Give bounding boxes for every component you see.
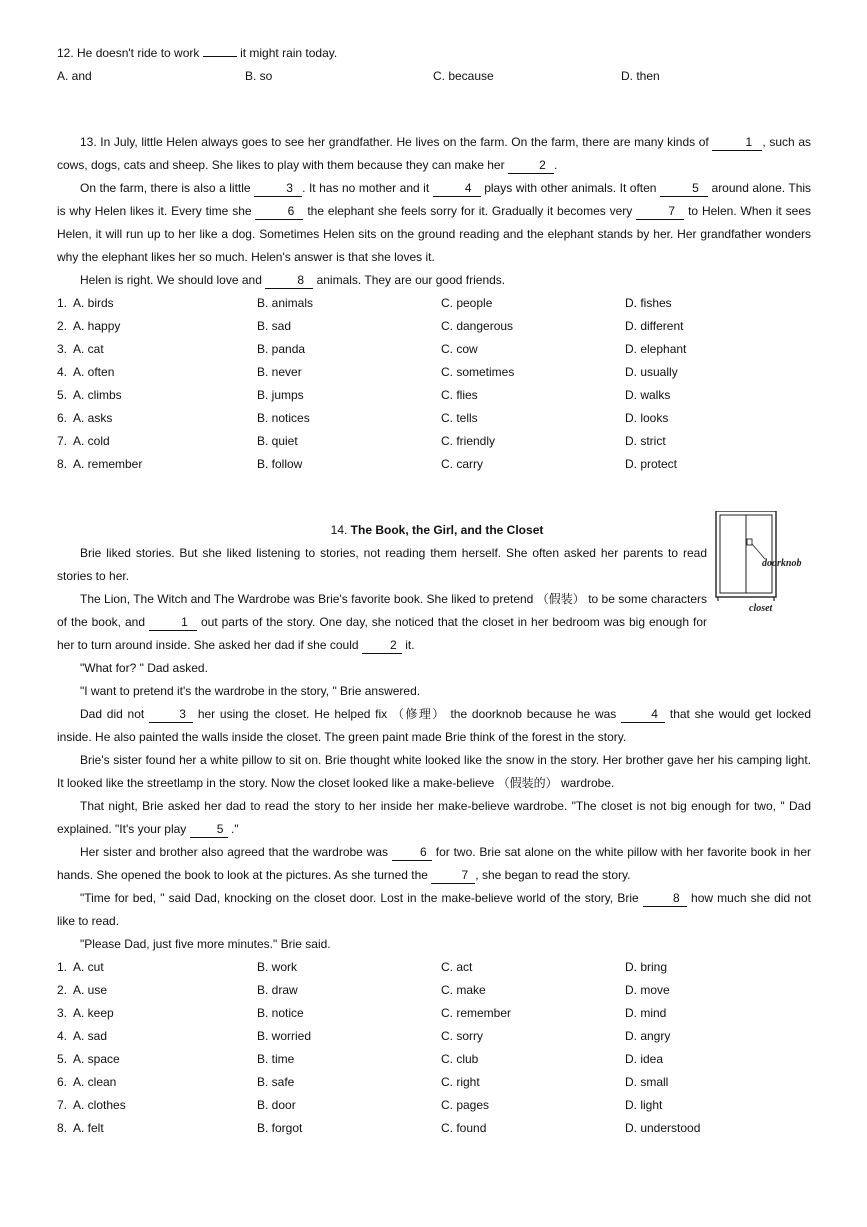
doorknob-label: doorknob bbox=[762, 558, 802, 569]
q13-option-text: A. cold bbox=[73, 434, 110, 448]
q14-option-c: C. remember bbox=[441, 1006, 512, 1020]
closet-illustration bbox=[713, 511, 813, 611]
q13-option-c: C. tells bbox=[441, 411, 478, 425]
q14-option-number: 2. bbox=[57, 983, 68, 997]
q13-blank-6: 6 bbox=[255, 204, 303, 220]
q13-option-row bbox=[57, 430, 811, 453]
q14-option-text: A. space bbox=[73, 1052, 120, 1066]
q13-paragraph-2: On the farm, there is also a little 3 . It has no mother and it 4 plays with other animals. It often 5 around alone. This is why Helen likes it. Every time she 6 the elephant she feels sorry for it. Gradually it becomes very 7 to Helen. When it sees Helen, it will run up to her like a dog. Sometimes Helen sits on the ground reading and the elephant stands by her. Her grandfather wonders why the elephant likes her so much. Helen's answer is that she loves it. bbox=[57, 181, 812, 264]
q14-section bbox=[57, 519, 811, 1140]
q13-option-c: C. carry bbox=[441, 457, 483, 471]
q13-blank-3: 3 bbox=[254, 181, 302, 197]
q14-option-d: D. move bbox=[625, 983, 670, 997]
q14-blank-3: 3 bbox=[149, 707, 193, 723]
q13-option-d: D. strict bbox=[625, 434, 666, 448]
q14-option-d: D. bring bbox=[625, 960, 668, 974]
q14-blank-1: 1 bbox=[149, 615, 197, 631]
q14-title bbox=[57, 519, 757, 542]
q14-option-a bbox=[57, 1048, 257, 1071]
q14-option-c: C. make bbox=[441, 983, 486, 997]
q13-option-text: A. often bbox=[73, 365, 115, 379]
q14-option-row bbox=[57, 1094, 811, 1117]
q13-option-number: 6. bbox=[57, 411, 68, 425]
q14-option-row bbox=[57, 1002, 811, 1025]
q14-option-c: C. club bbox=[441, 1052, 479, 1066]
q14-paragraph-2: The Lion, The Witch and The Wardrobe was Brie's favorite book. She liked to pretend （假装） to be some characters of the book, and 1 out parts of the story. One day, she noticed that the closet in her bedroom was big enough for her to turn around inside. She asked her dad if she could 2 it. bbox=[57, 592, 708, 652]
q14-option-b: B. notice bbox=[257, 1006, 304, 1020]
q13-option-c: C. flies bbox=[441, 388, 478, 402]
q14-paragraph-7: That night, Brie asked her dad to read the story to her inside her make-believe wardrobe. "The closet is not big enough for two, " Dad explained. "It's your play 5 ." bbox=[57, 799, 811, 836]
q14-option-d: D. mind bbox=[625, 1006, 667, 1020]
q14-option-c: C. act bbox=[441, 960, 473, 974]
q13-option-d: D. elephant bbox=[625, 342, 687, 356]
q12-stem-end: it might rain today. bbox=[240, 46, 338, 60]
q14-blank-5: 5 bbox=[190, 822, 228, 838]
q14-option-c: C. right bbox=[441, 1075, 480, 1089]
q13-paragraph-1: 13. In July, little Helen always goes to see her grandfather. He lives on the farm. On the farm, there are many kinds of 1 , such as cows, dogs, cats and sheep. She likes to play with them because they can make her 2 . bbox=[57, 135, 811, 172]
q13-option-d: D. walks bbox=[625, 388, 671, 402]
q13-option-b: B. jumps bbox=[257, 388, 304, 402]
q13-option-text: A. asks bbox=[73, 411, 113, 425]
q14-option-b: B. door bbox=[257, 1098, 296, 1112]
q13-option-row bbox=[57, 315, 811, 338]
q13-option-number: 7. bbox=[57, 434, 68, 448]
q14-title-text: The Book, the Girl, and the Closet bbox=[350, 523, 544, 537]
q12-blank bbox=[203, 56, 237, 57]
q13-option-c: C. friendly bbox=[441, 434, 496, 448]
q12-option-c: C. because bbox=[433, 69, 494, 83]
q13-option-d: D. looks bbox=[625, 411, 669, 425]
q13-option-number: 1. bbox=[57, 296, 68, 310]
q13-option-text: A. climbs bbox=[73, 388, 122, 402]
q14-option-number: 6. bbox=[57, 1075, 68, 1089]
q14-blank-8: 8 bbox=[643, 891, 687, 907]
q14-option-row bbox=[57, 1048, 811, 1071]
q13-option-row bbox=[57, 361, 811, 384]
q14-option-text: A. clean bbox=[73, 1075, 117, 1089]
q12-option-b: B. so bbox=[245, 69, 273, 83]
q13-option-a bbox=[57, 453, 257, 476]
q13-blank-1: 1 bbox=[712, 135, 762, 151]
q14-option-number: 4. bbox=[57, 1029, 68, 1043]
worksheet-page bbox=[57, 42, 811, 1140]
q13-option-a bbox=[57, 361, 257, 384]
q12-stem bbox=[57, 42, 811, 65]
q13-option-row bbox=[57, 338, 811, 361]
q14-option-a bbox=[57, 1002, 257, 1025]
q13-option-a bbox=[57, 407, 257, 430]
q14-option-row bbox=[57, 979, 811, 1002]
q13-option-c: C. dangerous bbox=[441, 319, 514, 333]
q14-number: 14. bbox=[330, 523, 348, 537]
q13-option-text: A. cat bbox=[73, 342, 104, 356]
q14-option-a bbox=[57, 956, 257, 979]
q14-option-b: B. draw bbox=[257, 983, 298, 997]
closet-label: closet bbox=[749, 603, 773, 611]
q14-option-number: 8. bbox=[57, 1121, 68, 1135]
q14-option-c: C. sorry bbox=[441, 1029, 483, 1043]
q13-option-a bbox=[57, 292, 257, 315]
q14-paragraph-6: Brie's sister found her a white pillow to sit on. Brie thought white looked like the snow in the story. Her brother gave her his camping light. It looked like the streetlamp in the story. Now the closet looked like a make-believe （假装的） wardrobe. bbox=[57, 753, 811, 790]
q14-option-text: A. sad bbox=[73, 1029, 108, 1043]
q13-blank-7: 7 bbox=[636, 204, 684, 220]
q13-paragraph-3: Helen is right. We should love and 8 animals. They are our good friends. bbox=[80, 273, 506, 287]
q13-option-c: C. people bbox=[441, 296, 493, 310]
q14-option-a bbox=[57, 1094, 257, 1117]
q14-options bbox=[57, 956, 811, 1140]
q13-option-row bbox=[57, 453, 811, 476]
q14-option-d: D. understood bbox=[625, 1121, 701, 1135]
q14-option-a bbox=[57, 1025, 257, 1048]
q13-option-d: D. different bbox=[625, 319, 684, 333]
q14-option-number: 3. bbox=[57, 1006, 68, 1020]
q13-option-b: B. quiet bbox=[257, 434, 298, 448]
q14-option-number: 7. bbox=[57, 1098, 68, 1112]
q14-option-row bbox=[57, 1025, 811, 1048]
q13-option-text: A. remember bbox=[73, 457, 143, 471]
q14-option-text: A. felt bbox=[73, 1121, 104, 1135]
q13-option-b: B. notices bbox=[257, 411, 310, 425]
q13-option-a bbox=[57, 315, 257, 338]
q14-option-b: B. safe bbox=[257, 1075, 295, 1089]
q13-option-b: B. follow bbox=[257, 457, 303, 471]
q13-option-d: D. fishes bbox=[625, 296, 672, 310]
q14-option-text: A. clothes bbox=[73, 1098, 126, 1112]
q13-option-d: D. protect bbox=[625, 457, 678, 471]
q13-option-b: B. never bbox=[257, 365, 302, 379]
q14-option-b: B. work bbox=[257, 960, 298, 974]
q12-stem-text: 12. He doesn't ride to work bbox=[57, 46, 200, 60]
q14-option-c: C. pages bbox=[441, 1098, 490, 1112]
q14-option-a bbox=[57, 1117, 257, 1140]
q14-option-text: A. use bbox=[73, 983, 108, 997]
q13-option-a bbox=[57, 338, 257, 361]
q13-option-row bbox=[57, 384, 811, 407]
q14-option-row bbox=[57, 956, 811, 979]
q14-option-b: B. time bbox=[257, 1052, 295, 1066]
q14-paragraph-10: "Please Dad, just five more minutes." Brie said. bbox=[80, 937, 331, 951]
q13-option-b: B. animals bbox=[257, 296, 314, 310]
q13-option-number: 3. bbox=[57, 342, 68, 356]
q13-blank-8: 8 bbox=[265, 273, 313, 289]
q14-blank-4: 4 bbox=[621, 707, 665, 723]
q14-paragraph-1: Brie liked stories. But she liked listening to stories, not reading them herself. She often asked her parents to read stories to her. bbox=[57, 546, 707, 583]
q14-paragraph-3: "What for? " Dad asked. bbox=[80, 661, 208, 675]
q14-blank-2: 2 bbox=[362, 638, 402, 654]
q14-blank-6: 6 bbox=[392, 845, 432, 861]
q14-paragraph-8: Her sister and brother also agreed that the wardrobe was 6 for two. Brie sat alone on the white pillow with her favorite book in her hands. She opened the book to look at the pictures. As she turned the 7 , she began to read the story. bbox=[57, 845, 811, 882]
q14-option-c: C. found bbox=[441, 1121, 487, 1135]
q13-option-c: C. cow bbox=[441, 342, 478, 356]
q13-option-number: 5. bbox=[57, 388, 68, 402]
q13-options bbox=[57, 292, 811, 476]
q14-paragraph-4: "I want to pretend it's the wardrobe in the story, " Brie answered. bbox=[80, 684, 421, 698]
q14-option-number: 1. bbox=[57, 960, 68, 974]
q14-paragraph-9: "Time for bed, " said Dad, knocking on the closet door. Lost in the make-believe world of the story, Brie 8 how much she did not like to read. bbox=[57, 891, 811, 928]
q12-option-a: A. and bbox=[57, 69, 92, 83]
q13-option-text: A. birds bbox=[73, 296, 114, 310]
q13-blank-4: 4 bbox=[433, 181, 481, 197]
q13-option-number: 8. bbox=[57, 457, 68, 471]
q13-option-text: A. happy bbox=[73, 319, 121, 333]
q12-options bbox=[57, 65, 811, 88]
q12-option-d: D. then bbox=[621, 69, 660, 83]
q13-option-b: B. sad bbox=[257, 319, 292, 333]
q13-option-d: D. usually bbox=[625, 365, 678, 379]
q14-option-row bbox=[57, 1117, 811, 1140]
q14-option-d: D. light bbox=[625, 1098, 663, 1112]
q13-option-c: C. sometimes bbox=[441, 365, 515, 379]
q14-option-number: 5. bbox=[57, 1052, 68, 1066]
q13-option-b: B. panda bbox=[257, 342, 306, 356]
q13-blank-2: 2 bbox=[508, 158, 554, 174]
q14-option-a bbox=[57, 1071, 257, 1094]
q13-option-row bbox=[57, 292, 811, 315]
q14-option-b: B. forgot bbox=[257, 1121, 303, 1135]
q14-paragraph-5: Dad did not 3 her using the closet. He helped fix （修理） the doorknob because he was 4 that she would get locked inside. He also painted the walls inside the closet. The green paint made Brie think of the forest in the story. bbox=[57, 707, 812, 744]
q14-blank-7: 7 bbox=[431, 868, 475, 884]
q14-option-a bbox=[57, 979, 257, 1002]
q13-option-a bbox=[57, 384, 257, 407]
q13-option-number: 4. bbox=[57, 365, 68, 379]
q13-option-a bbox=[57, 430, 257, 453]
q13-option-row bbox=[57, 407, 811, 430]
q14-option-text: A. cut bbox=[73, 960, 104, 974]
q14-option-d: D. angry bbox=[625, 1029, 671, 1043]
q13-option-number: 2. bbox=[57, 319, 68, 333]
q14-option-d: D. idea bbox=[625, 1052, 664, 1066]
q14-option-b: B. worried bbox=[257, 1029, 312, 1043]
q13-blank-5: 5 bbox=[660, 181, 708, 197]
q14-option-text: A. keep bbox=[73, 1006, 114, 1020]
q14-option-row bbox=[57, 1071, 811, 1094]
q14-option-d: D. small bbox=[625, 1075, 669, 1089]
